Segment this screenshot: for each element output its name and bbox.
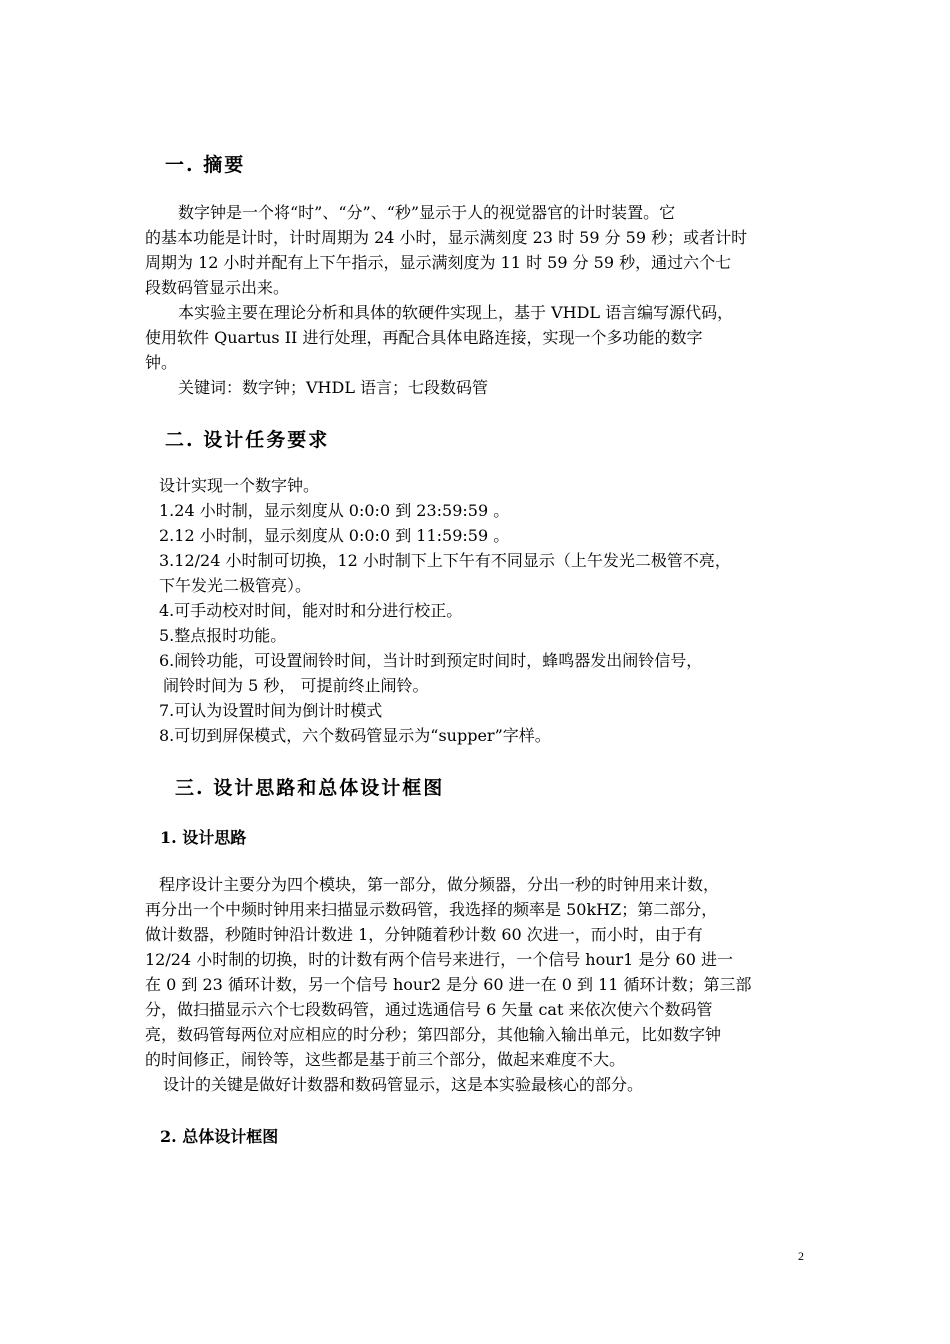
design-idea-line: 在 0 到 23 循环计数，另一个信号 hour2 是分 60 进一在 0 到 11 循环计数；第三部 — [145, 975, 752, 994]
abstract-line: 段数码管显示出来。 — [145, 278, 290, 297]
design-idea-line: 设计的关键是做好计数器和数码管显示，这是本实验最核心的部分。 — [163, 1075, 644, 1094]
design-idea-line: 分，做扫描显示六个七段数码管，通过选通信号 6 矢量 cat 来依次使六个数码管 — [145, 1000, 713, 1019]
abstract-line: 使用软件 Quartus II 进行处理，再配合具体电路连接，实现一个多功能的数字 — [145, 328, 703, 347]
subsection-heading-block-diagram: 2. 总体设计框图 — [160, 1127, 279, 1146]
design-idea-line: 做计数器，秒随时钟沿计数进 1，分钟随着秒计数 60 次进一，而小时，由于有 — [145, 925, 703, 944]
design-idea-line: 程序设计主要分为四个模块，第一部分，做分频器，分出一秒的时钟用来计数， — [159, 875, 720, 894]
requirement-item: 8.可切到屏保模式，六个数码管显示为“supper”字样。 — [159, 726, 551, 745]
design-idea-line: 再分出一个中频时钟用来扫描显示数码管，我选择的频率是 50kHZ；第二部分， — [145, 900, 718, 919]
requirement-item: 下午发光二极管亮）。 — [159, 576, 312, 595]
abstract-line: 数字钟是一个将“时”、“分”、“秒”显示于人的视觉器官的计时装置。它 — [178, 203, 676, 222]
requirement-item: 5.整点报时功能。 — [159, 626, 287, 645]
section-heading-abstract: 一. 摘要 — [165, 154, 246, 176]
abstract-line: 的基本功能是计时，计时周期为 24 小时，显示满刻度 23 时 59 分 59 秒；或者计时 — [145, 228, 748, 247]
requirement-item: 1.24 小时制，显示刻度从 0:0:0 到 23:59:59 。 — [159, 501, 510, 520]
requirement-item: 2.12 小时制，显示刻度从 0:0:0 到 11:59:59 。 — [159, 526, 510, 545]
design-idea-paragraph — [145, 872, 810, 1097]
design-idea-line: 12/24 小时制的切换，时的计数有两个信号来进行，一个信号 hour1 是分 60 进一 — [145, 950, 733, 969]
design-idea-line: 的时间修正，闹铃等，这些都是基于前三个部分，做起来难度不大。 — [145, 1050, 626, 1069]
abstract-line: 钟。 — [145, 353, 178, 372]
abstract-paragraph — [145, 200, 810, 400]
abstract-line: 周期为 12 小时并配有上下午指示，显示满刻度为 11 时 59 分 59 秒，通过六个七 — [145, 253, 732, 272]
section-heading-design: 三. 设计思路和总体设计框图 — [175, 777, 445, 799]
requirement-item: 闹铃时间为 5 秒， 可提前终止闹铃。 — [163, 676, 429, 695]
abstract-line: 本实验主要在理论分析和具体的软硬件实现上，基于 VHDL 语言编写源代码， — [178, 303, 734, 322]
keywords-line: 关键词：数字钟；VHDL 语言；七段数码管 — [178, 378, 489, 397]
requirement-item: 7.可认为设置时间为倒计时模式 — [159, 701, 383, 720]
requirement-item: 3.12/24 小时制可切换，12 小时制下上下午有不同显示（上午发光二极管不亮， — [159, 551, 731, 570]
requirements-list — [159, 473, 824, 748]
design-idea-line: 亮，数码管每两位对应相应的时分秒；第四部分，其他输入输出单元，比如数字钟 — [145, 1025, 722, 1044]
requirement-item: 设计实现一个数字钟。 — [159, 476, 320, 495]
subsection-heading-design-idea: 1. 设计思路 — [160, 828, 247, 847]
requirement-item: 4.可手动校对时间，能对时和分进行校正。 — [159, 601, 463, 620]
page-number: 2 — [798, 1249, 804, 1263]
requirement-item: 6.闹铃功能，可设置闹铃时间，当计时到预定时间时，蜂鸣器发出闹铃信号， — [159, 651, 703, 670]
section-heading-requirements: 二. 设计任务要求 — [165, 429, 330, 451]
